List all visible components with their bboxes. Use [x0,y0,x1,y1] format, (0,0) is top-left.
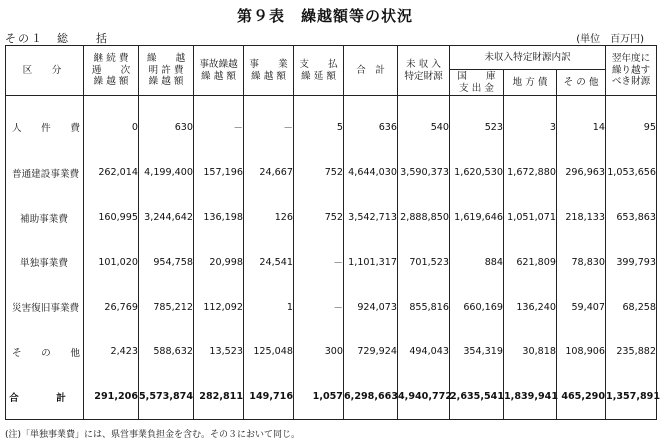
cell: 5,573,874 [139,374,194,419]
cell: 95 [606,96,657,151]
cell: － [244,96,294,151]
row-label: 人 件 費 [6,96,84,151]
cell: 30,818 [504,329,557,374]
cell: 157,196 [194,151,244,196]
header-kokko: 国 庫 支 出 金 [450,70,504,96]
cell: － [194,96,244,151]
cell: 3,590,373 [398,151,450,196]
cell: 752 [294,195,344,240]
table-row [6,96,657,151]
cell: 630 [139,96,194,151]
header-chihosai: 地 方 債 [504,70,557,96]
cell: 855,816 [398,285,450,330]
cell: 1,057 [294,374,344,419]
cell: 729,924 [344,329,398,374]
cell: 5 [294,96,344,151]
cell: 752 [294,151,344,196]
cell: 3,542,713 [344,195,398,240]
cell: 3,244,642 [139,195,194,240]
table-row [6,151,657,196]
footnote: (注)「単独事業費」には、県営事業負担金を含む。その３において同じ。 [5,430,301,440]
row-label: 補助事業費 [6,195,84,240]
header-sonota: そ の 他 [557,70,606,96]
cell: － [294,240,344,285]
cell: 291,206 [84,374,139,419]
cell: 924,073 [344,285,398,330]
unit-label: (単位 百万円) [576,34,644,45]
cell: 1,839,941 [504,374,557,419]
cell: 26,769 [84,285,139,330]
cell: 1,051,071 [504,195,557,240]
cell: 126 [244,195,294,240]
table-row [6,329,657,374]
cell: 494,043 [398,329,450,374]
cell: 4,940,772 [398,374,450,419]
cell: 660,169 [450,285,504,330]
cell: 1,672,880 [504,151,557,196]
cell: 1,053,656 [606,151,657,196]
row-label: そ の 他 [6,329,84,374]
cell: 112,092 [194,285,244,330]
cell: 59,407 [557,285,606,330]
header-shiharai: 支 払 繰 延 額 [294,46,344,96]
carryover-table [5,45,660,420]
row-label: 災害復旧事業費 [6,285,84,330]
cell: 954,758 [139,240,194,285]
cell: 1,101,317 [344,240,398,285]
cell: 136,240 [504,285,557,330]
cell: 149,716 [244,374,294,419]
cell: 540 [398,96,450,151]
header-keizoku: 継 続 費 逓 次 繰 越 額 [84,46,139,96]
table-row-total [6,374,657,419]
header-uchiwake: 未収入特定財源内訳 [450,46,606,70]
cell: 701,523 [398,240,450,285]
table-row [6,240,657,285]
table-subtitle: その１ 総 括 [5,32,109,45]
row-label: 単独事業費 [6,240,84,285]
page-title: 第９表 繰越額等の状況 [236,7,413,25]
cell: 399,793 [606,240,657,285]
header-jigyo: 事 業 繰 越 額 [244,46,294,96]
cell: 523 [450,96,504,151]
cell: 108,906 [557,329,606,374]
cell: 125,048 [244,329,294,374]
cell: 218,133 [557,195,606,240]
cell: 6,298,663 [344,374,398,419]
cell: 296,963 [557,151,606,196]
cell: 0 [84,96,139,151]
cell: 13,523 [194,329,244,374]
cell: 78,830 [557,240,606,285]
cell: 588,632 [139,329,194,374]
cell: 2,635,541 [450,374,504,419]
cell: 1 [244,285,294,330]
table-row [6,285,657,330]
cell: 14 [557,96,606,151]
cell: 354,319 [450,329,504,374]
cell: － [294,285,344,330]
cell: 1,619,646 [450,195,504,240]
row-label: 普通建設事業費 [6,151,84,196]
header-category: 区 分 [6,46,84,96]
cell: 160,995 [84,195,139,240]
cell: 653,863 [606,195,657,240]
cell: 300 [294,329,344,374]
cell: 20,998 [194,240,244,285]
header-meikyo: 繰 越 明 許 費 繰 越 額 [139,46,194,96]
cell: 68,258 [606,285,657,330]
cell: 1,357,891 [606,374,657,419]
cell: 282,811 [194,374,244,419]
cell: 3 [504,96,557,151]
cell: 2,888,850 [398,195,450,240]
cell: 1,620,530 [450,151,504,196]
cell: 101,020 [84,240,139,285]
cell: 136,198 [194,195,244,240]
cell: 636 [344,96,398,151]
cell: 785,212 [139,285,194,330]
cell: 24,667 [244,151,294,196]
header-mishunyu: 未 収 入 特定財源 [398,46,450,96]
cell: 2,423 [84,329,139,374]
cell: 465,290 [557,374,606,419]
row-label: 合 計 [6,374,84,419]
cell: 884 [450,240,504,285]
header-jiko: 事故繰越 繰 越 額 [194,46,244,96]
header-yokunendo: 翌年度に 繰り越す べき財源 [606,46,657,96]
cell: 4,644,030 [344,151,398,196]
header-total: 合 計 [344,46,398,96]
table-row [6,195,657,240]
cell: 621,809 [504,240,557,285]
cell: 262,014 [84,151,139,196]
cell: 24,541 [244,240,294,285]
cell: 235,882 [606,329,657,374]
cell: 4,199,400 [139,151,194,196]
